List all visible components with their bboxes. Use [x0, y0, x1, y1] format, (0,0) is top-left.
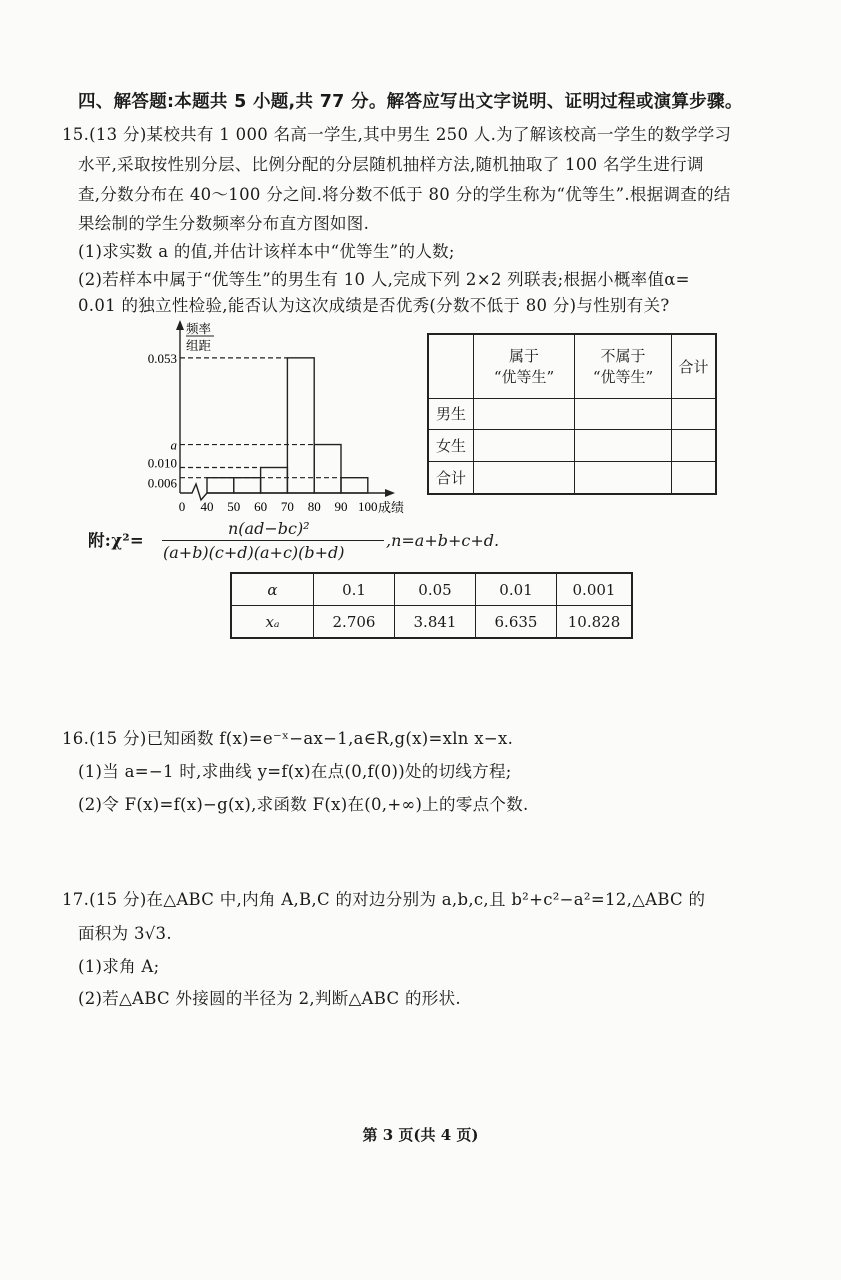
table-cell: α [231, 573, 314, 606]
table-cell [575, 462, 672, 495]
x-tick-label: 60 [254, 499, 268, 514]
table-header-cell: 合计 [672, 334, 717, 398]
q16-part2: (2)令 F(x)=f(x)−g(x),求函数 F(x)在(0,+∞)上的零点个数. [78, 795, 529, 814]
formula-suffix: ,n=a+b+c+d. [386, 531, 500, 550]
row-label: 女生 [428, 430, 474, 462]
table-row [231, 606, 632, 639]
contingency-table [427, 333, 717, 495]
table-cell [474, 398, 575, 430]
table-cell: 10.828 [557, 606, 633, 639]
table-cell [672, 462, 717, 495]
formula-numerator: n(ad−bc)² [228, 519, 310, 538]
table-cell: 2.706 [314, 606, 395, 639]
table-cell [474, 430, 575, 462]
y-tick-label: 0.053 [147, 350, 177, 366]
x-tick-label: 100 [358, 499, 378, 514]
fraction-bar [162, 540, 384, 541]
table-cell: 0.01 [476, 573, 557, 606]
x-tick-label: 50 [227, 499, 241, 514]
q15-line: 查,分数分布在 40～100 分之间.将分数不低于 80 分的学生称为“优等生”.根据调查的结 [78, 185, 731, 204]
histogram-bar [234, 478, 261, 493]
section-header: 四、解答题:本题共 5 小题,共 77 分。解答应写出文字说明、证明过程或演算步骤。 [78, 92, 743, 112]
table-row [428, 462, 716, 495]
chi-square-critical-table [230, 572, 633, 639]
table-header-cell [428, 334, 474, 398]
q17-stem: 17.(15 分)在△ABC 中,内角 A,B,C 的对边分别为 a,b,c,且 b²+c²−a²=12,△ABC 的 [62, 890, 706, 909]
q16-stem: 16.(15 分)已知函数 f(x)=e⁻ˣ−ax−1,a∈R,g(x)=xln x−x. [62, 729, 514, 748]
formula-prefix: 附:χ²= [88, 531, 144, 550]
table-header-cell: 不属于 “优等生” [575, 334, 672, 398]
x-tick-label: 70 [280, 499, 294, 514]
y-axis-label-denominator: 组距 [186, 338, 212, 353]
y-axis-label-numerator: 频率 [186, 321, 212, 336]
x-axis-arrow [385, 489, 395, 497]
x-axis-label: 成绩 [378, 501, 405, 516]
table-cell: 0.1 [314, 573, 395, 606]
table-row [428, 430, 716, 462]
table-row [231, 573, 632, 606]
q15-part1: (1)求实数 a 的值,并估计该样本中“优等生”的人数; [78, 242, 455, 261]
q15-line: 水平,采取按性别分层、比例分配的分层随机抽样方法,随机抽取了 100 名学生进行调 [78, 155, 704, 174]
y-tick-label: 0.010 [147, 455, 177, 471]
histogram-bar [341, 478, 368, 493]
q15-part2: (2)若样本中属于“优等生”的男生有 10 人,完成下列 2×2 列联表;根据小概率值α= [78, 270, 690, 289]
table-cell [672, 430, 717, 462]
table-cell [575, 430, 672, 462]
histogram-bar [261, 468, 288, 494]
q16-part1: (1)当 a=−1 时,求曲线 y=f(x)在点(0,f(0))处的切线方程; [78, 762, 512, 781]
y-tick-label: 0.006 [147, 475, 177, 491]
table-row [428, 398, 716, 430]
x-tick-label: 80 [307, 499, 321, 514]
table-cell: 6.635 [476, 606, 557, 639]
q15-part2-cont: 0.01 的独立性检验,能否认为这次成绩是否优秀(分数不低于 80 分)与性别有关? [78, 296, 670, 315]
table-cell [575, 398, 672, 430]
x-axis-with-break [180, 484, 385, 500]
x-tick-label: 90 [334, 499, 348, 514]
formula-denominator: (a+b)(c+d)(a+c)(b+d) [163, 543, 345, 562]
table-header-cell: 属于 “优等生” [474, 334, 575, 398]
x-tick-label: 40 [200, 499, 214, 514]
row-label: 合计 [428, 462, 474, 495]
q17-stem-cont: 面积为 3√3. [78, 924, 172, 943]
table-cell: 0.001 [557, 573, 633, 606]
y-axis-arrow [176, 320, 184, 330]
histogram-bar [314, 445, 341, 493]
q15-line: 15.(13 分)某校共有 1 000 名高一学生,其中男生 250 人.为了解该校高一学生的数学学习 [62, 125, 732, 144]
q17-part1: (1)求角 A; [78, 957, 160, 976]
y-tick-label: a [170, 437, 177, 453]
table-cell: 3.841 [395, 606, 476, 639]
table-cell: xₐ [231, 606, 314, 639]
q17-part2: (2)若△ABC 外接圆的半径为 2,判断△ABC 的形状. [78, 989, 461, 1008]
table-cell: 0.05 [395, 573, 476, 606]
histogram-bar [207, 478, 234, 493]
table-cell [672, 398, 717, 430]
histogram-bar [287, 358, 314, 493]
x-tick-label: 0 [178, 499, 186, 514]
q15-line: 果绘制的学生分数频率分布直方图如图. [78, 214, 370, 233]
table-cell [474, 462, 575, 495]
row-label: 男生 [428, 398, 474, 430]
page-footer: 第 3 页(共 4 页) [362, 1126, 479, 1144]
